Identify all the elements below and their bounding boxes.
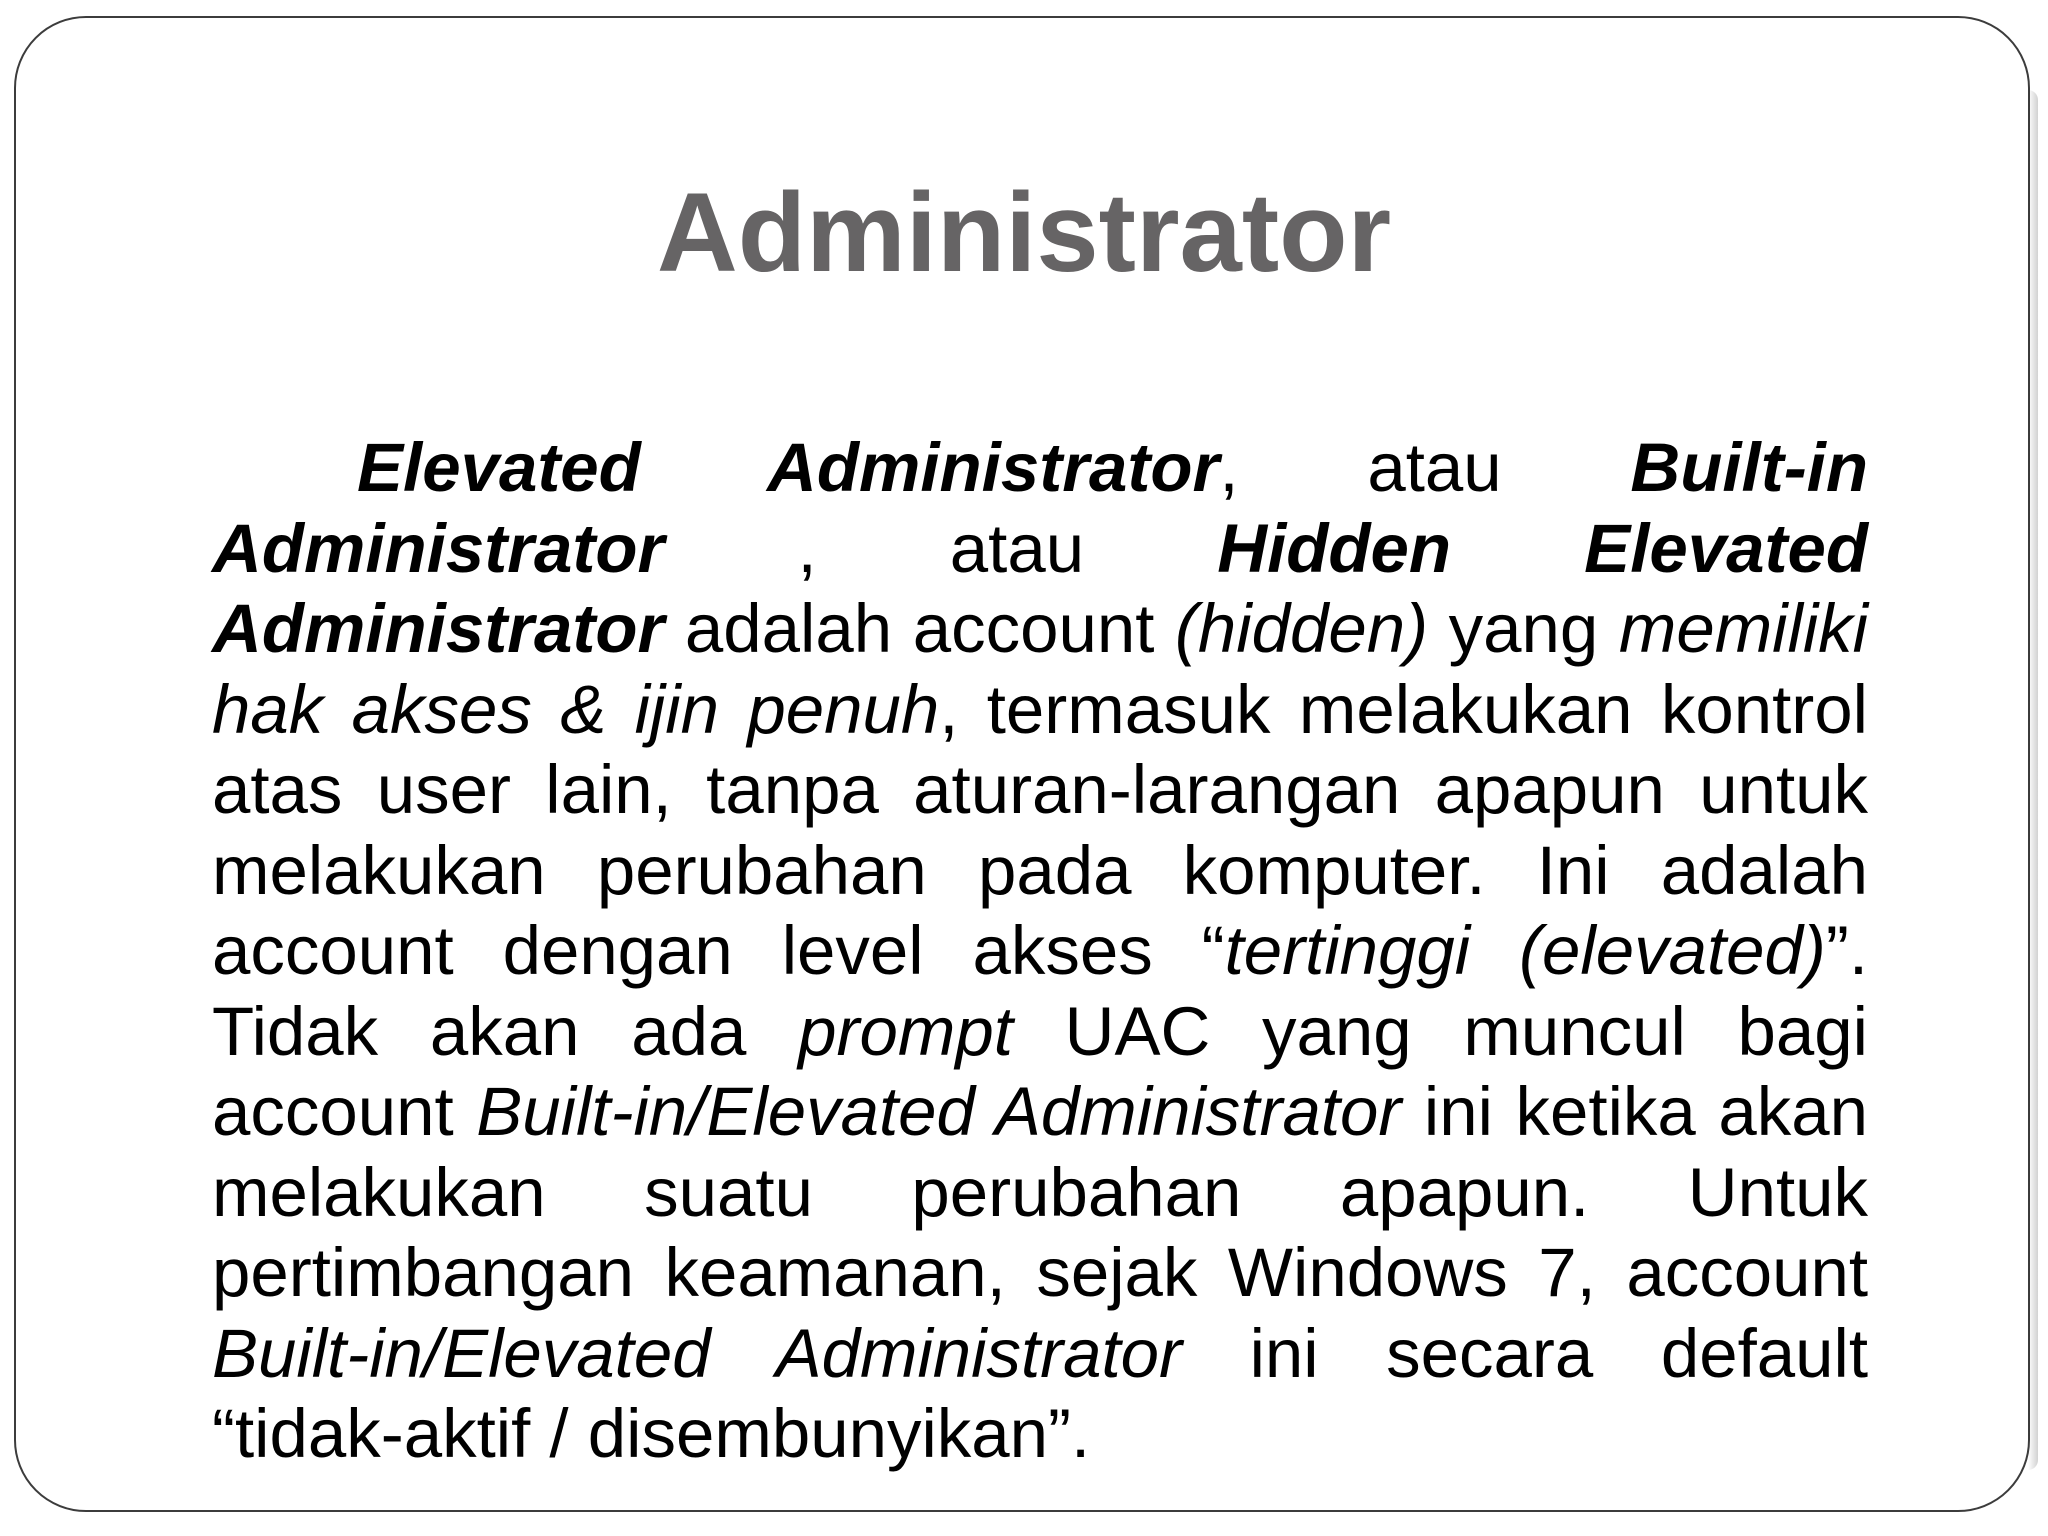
text-run: , atau xyxy=(1219,429,1631,506)
slide-body-paragraph xyxy=(212,428,1868,1475)
text-run: memiliki hak akses & ijin penuh xyxy=(212,590,1868,748)
slide-title: Administrator xyxy=(656,170,1392,295)
text-run: (hidden) xyxy=(1174,590,1429,667)
text-run: Built-in/Elevated Administrator xyxy=(476,1073,1402,1150)
text-run: Hidden Elevated Administrator xyxy=(212,509,1868,667)
text-run: yang xyxy=(1428,590,1619,667)
text-run: , termasuk melakukan kontrol atas user lain, tanpa aturan-larangan apapun untuk melakukan perubahan pada komputer. Ini adalah account dengan level akses “ xyxy=(212,670,1868,989)
text-run: , atau xyxy=(664,509,1218,587)
text-run: prompt xyxy=(798,992,1013,1070)
text-run: Built-in/Elevated Administrator xyxy=(212,1314,1183,1392)
text-run: UAC yang muncul bagi account xyxy=(212,992,1868,1150)
text-run: ini ketika akan melakukan suatu perubahan apapun. Untuk pertimbangan keamanan, sejak Windows 7, account xyxy=(212,1073,1868,1311)
text-run: Elevated Administrator xyxy=(357,429,1220,506)
text-run: adalah account xyxy=(664,590,1175,667)
text-run: Built-in Administrator xyxy=(212,429,1868,587)
text-run: ”. Tidak akan ada xyxy=(212,912,1868,1070)
text-run: ini secara default “tidak-aktif / disembunyikan”. xyxy=(212,1314,1868,1472)
text-run: tertinggi (elevated) xyxy=(1224,912,1826,989)
